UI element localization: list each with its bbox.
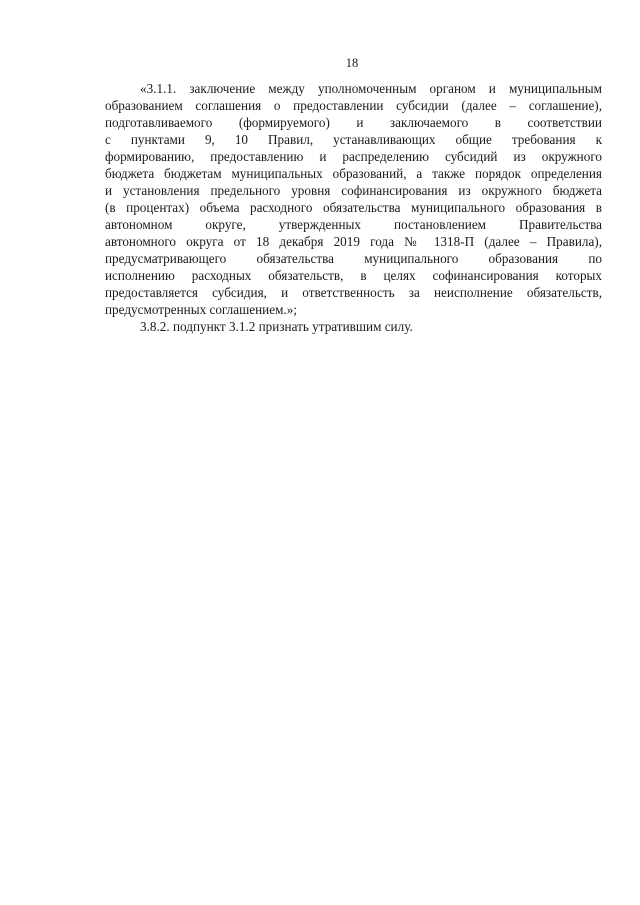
paragraph-1-line-14: предусмотренных соглашением.»; [105, 302, 297, 317]
paragraph-1-line-6: бюджета бюджетам муниципальных образований, а также порядок определения [105, 166, 602, 181]
paragraph-1-line-11: предусматривающего обязательства муниципального образования по [105, 251, 602, 266]
paragraph-1-line-8: (в процентах) объема расходного обязательства муниципального образования в [105, 200, 602, 215]
paragraph-2-line-1: 3.8.2. подпункт 3.1.2 признать утратившим силу. [140, 319, 413, 334]
document-body [105, 80, 602, 335]
page-number: 18 [345, 56, 359, 70]
paragraph-1-line-10: автономного округа от 18 декабря 2019 года № 1318-П (далее – Правила), [105, 234, 602, 249]
paragraph-1-line-7: и установления предельного уровня софинансирования из окружного бюджета [105, 183, 602, 198]
paragraph-1-line-13: предоставляется субсидия, и ответственность за неисполнение обязательств, [105, 285, 602, 300]
paragraph-1-line-12: исполнению расходных обязательств, в целях софинансирования которых [105, 268, 602, 283]
paragraph-1-line-2: образованием соглашения о предоставлении субсидии (далее – соглашение), [105, 98, 602, 113]
paragraph-1-line-9: автономном округе, утвержденных постановлением Правительства [105, 217, 602, 232]
paragraph-1-line-4: с пунктами 9, 10 Правил, устанавливающих общие требования к [105, 132, 602, 147]
paragraph-1-line-1: «3.1.1. заключение между уполномоченным органом и муниципальным [140, 81, 602, 96]
paragraph-1-line-3: подготавливаемого (формируемого) и заключаемого в соответствии [105, 115, 602, 130]
paragraph-1-line-5: формированию, предоставлению и распределению субсидий из окружного [105, 149, 602, 164]
